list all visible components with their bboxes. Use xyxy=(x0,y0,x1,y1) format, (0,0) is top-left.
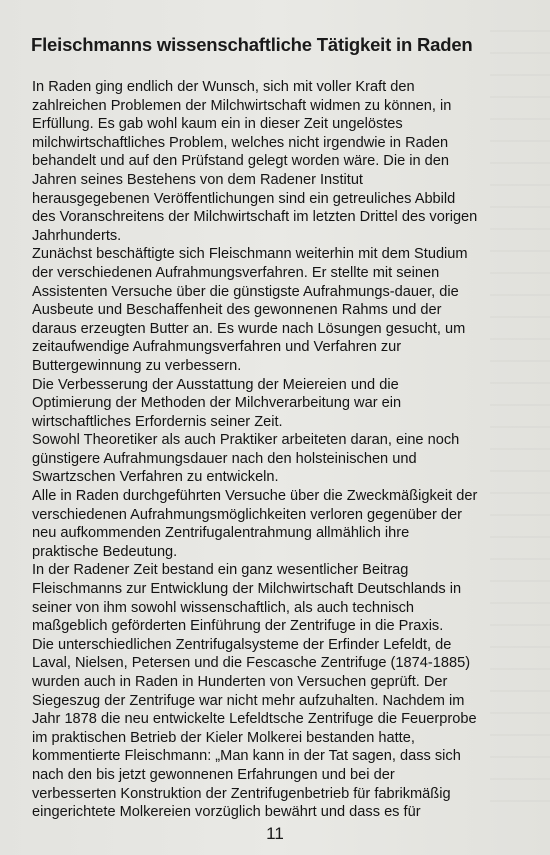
text-line: im praktischen Betrieb der Kieler Molkerei bestanden hatte, xyxy=(32,729,415,746)
text-line: Swartzschen Verfahren zu entwickeln. xyxy=(32,469,279,486)
page-title: Fleischmanns wissenschaftliche Tätigkeit in Raden xyxy=(31,34,473,55)
text-line: der verschiedenen Aufrahmungsverfahren. Er stellte mit seinen xyxy=(32,264,440,281)
paragraph xyxy=(32,487,532,561)
page-number: 11 xyxy=(266,824,284,843)
text-line: nach den bis jetzt gewonnenen Erfahrungen und bei der xyxy=(32,766,395,783)
text-line: Die Verbesserung der Ausstattung der Meiereien und die xyxy=(32,376,399,393)
body-text xyxy=(32,78,532,822)
text-line: Zunächst beschäftigte sich Fleischmann weiterhin mit dem Studium xyxy=(32,246,468,263)
text-line: Siegeszug der Zentrifuge war nicht mehr aufzuhalten. Nachdem im xyxy=(32,692,465,709)
text-line: Erfüllung. Es gab wohl kaum ein in dieser Zeit ungelöstes xyxy=(32,116,403,133)
paragraph xyxy=(32,78,532,245)
text-line: zahlreichen Problemen der Milchwirtschaft widmen zu können, in xyxy=(32,97,452,114)
text-line: Buttergewinnung zu verbessern. xyxy=(32,357,242,374)
text-line: verbesserten Konstruktion der Zentrifugenbetrieb für fabrikmäßig xyxy=(32,785,451,802)
text-line: In Raden ging endlich der Wunsch, sich mit voller Kraft den xyxy=(32,79,415,95)
text-line: milchwirtschaftliches Problem, welches nicht irgendwie in Raden xyxy=(32,134,449,151)
text-line: herausgegebenen Veröffentlichungen sind ein getreuliches Abbild xyxy=(32,190,456,207)
text-line: Ausbeute und Beschaffenheit des gewonnenen Rahms und der xyxy=(32,302,442,319)
paragraph xyxy=(32,376,532,432)
text-line: maßgeblich geförderten Einführung der Zentrifuge in die Praxis. xyxy=(32,618,444,635)
text-line: eingerichtete Molkereien vorzüglich bewährt und dass es für xyxy=(32,804,421,821)
paragraph xyxy=(32,431,532,487)
text-line: zeitaufwendige Aufrahmungsverfahren und Verfahren zur xyxy=(32,339,402,356)
text-line: Die unterschiedlichen Zentrifugalsysteme der Erfinder Lefeldt, de xyxy=(32,636,452,653)
text-line: Assistenten Versuche über die günstigste Aufrahmungs-dauer, die xyxy=(32,283,459,300)
text-line: günstigere Aufrahmungsdauer nach den holsteinischen und xyxy=(32,450,417,467)
text-line: praktische Bedeutung. xyxy=(32,543,178,560)
text-line: Alle in Raden durchgeführten Versuche über die Zweckmäßigkeit der xyxy=(32,488,478,505)
text-line: behandelt und auf den Prüfstand gelegt worden wäre. Die in den xyxy=(32,153,450,170)
text-line: verschiedenen Aufrahmungsmöglichkeiten verloren gegenüber der xyxy=(32,506,462,523)
text-line: In der Radener Zeit bestand ein ganz wesentlicher Beitrag xyxy=(32,562,409,579)
text-line: Jahren seines Bestehens von dem Radener Institut xyxy=(32,171,363,188)
text-line: kommentierte Fleischmann: „Man kann in der Tat sagen, dass sich xyxy=(32,748,461,765)
paragraph xyxy=(32,245,532,375)
text-line: Jahr 1878 die neu entwickelte Lefeldtsche Zentrifuge die Feuerprobe xyxy=(32,711,477,728)
text-line: Optimierung der Methoden der Milchverarbeitung war ein xyxy=(32,395,402,412)
text-line: neu aufkommenden Zentrifugalentrahmung allmählich ihre xyxy=(32,525,410,542)
text-line: Laval, Nielsen, Petersen und die Fescasche Zentrifuge (1874-1885) xyxy=(32,655,471,672)
text-line: wirtschaftliches Erfordernis seiner Zeit. xyxy=(32,413,283,430)
text-line: wurden auch in Raden in Hunderten von Versuchen geprüft. Der xyxy=(32,674,448,690)
text-line: Fleischmanns zur Entwicklung der Milchwirtschaft Deutschlands in xyxy=(32,581,462,598)
text-line: Sowohl Theoretiker als auch Praktiker arbeiteten daran, eine noch xyxy=(32,432,460,449)
text-line: daraus erzeugten Butter an. Es wurde nach Lösungen gesucht, um xyxy=(32,320,466,337)
text-line: des Voranschreitens der Milchwirtschaft im letzten Drittel des vorigen xyxy=(32,209,478,226)
paragraph xyxy=(32,561,532,821)
text-line: Jahrhunderts. xyxy=(32,227,122,244)
text-line: seiner von ihm sowohl wissenschaftlich, als auch technisch xyxy=(32,599,415,616)
